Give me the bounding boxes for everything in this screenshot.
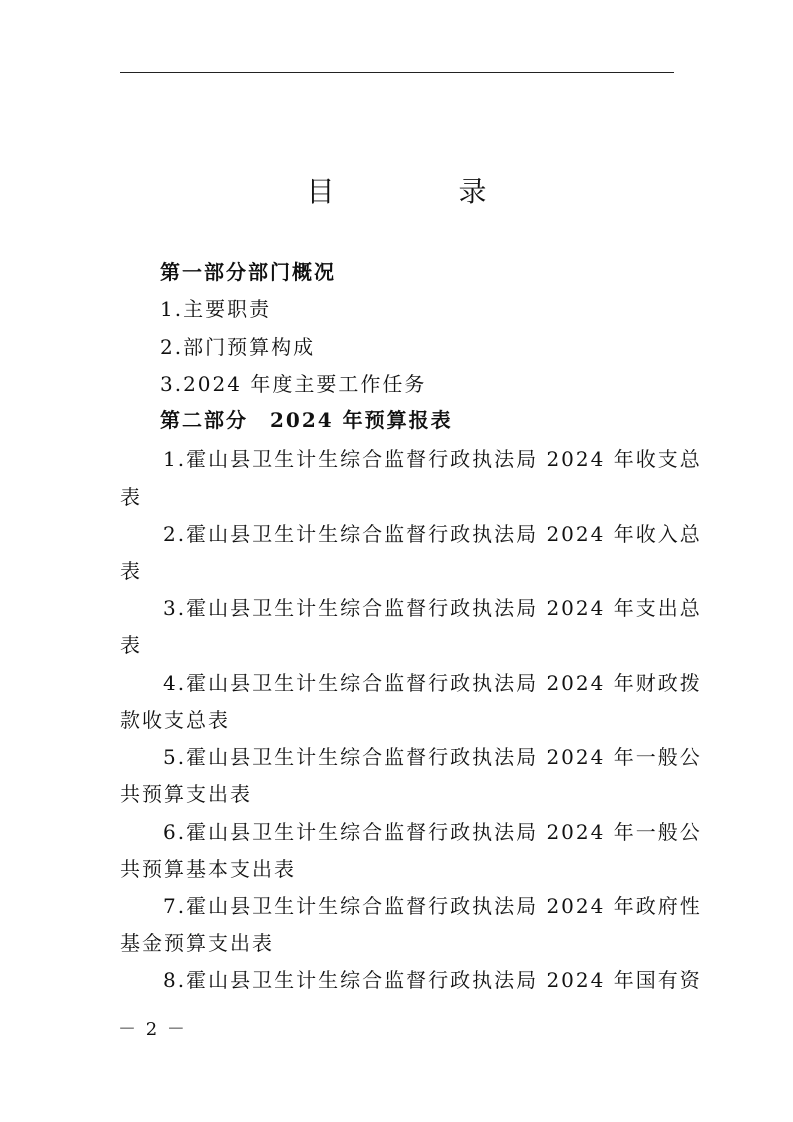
toc-item-part2-2: 2.霍山县卫生计生综合监督行政执法局 2024 年收入总 [163, 522, 702, 546]
toc-item-part1-3: 3.2024 年度主要工作任务 [160, 372, 427, 396]
page-number: － 2 － [118, 1019, 187, 1040]
toc-item-part2-3-cont: 表 [120, 633, 142, 657]
toc-item-part2-4: 4.霍山县卫生计生综合监督行政执法局 2024 年财政拨 [163, 671, 702, 695]
header-rule [120, 72, 674, 73]
toc-item-part2-6: 6.霍山县卫生计生综合监督行政执法局 2024 年一般公 [163, 820, 702, 844]
toc-item-part2-6-cont: 共预算基本支出表 [120, 857, 296, 881]
part1-heading: 第一部分部门概况 [160, 260, 336, 284]
toc-item-part2-3: 3.霍山县卫生计生综合监督行政执法局 2024 年支出总 [163, 596, 702, 620]
toc-item-part2-5: 5.霍山县卫生计生综合监督行政执法局 2024 年一般公 [163, 745, 702, 769]
toc-item-part2-7: 7.霍山县卫生计生综合监督行政执法局 2024 年政府性 [163, 894, 702, 918]
toc-item-part2-1-cont: 表 [120, 485, 142, 509]
toc-title: 目 录 [306, 175, 535, 208]
toc-item-part1-1: 1.主要职责 [160, 297, 272, 321]
toc-item-part2-2-cont: 表 [120, 559, 142, 583]
toc-item-part2-5-cont: 共预算支出表 [120, 782, 252, 806]
toc-item-part2-8: 8.霍山县卫生计生综合监督行政执法局 2024 年国有资 [163, 968, 702, 992]
part2-heading: 第二部分 2024 年预算报表 [160, 408, 453, 432]
toc-item-part2-4-cont: 款收支总表 [120, 708, 230, 732]
toc-item-part1-2: 2.部门预算构成 [160, 335, 316, 359]
toc-item-part2-7-cont: 基金预算支出表 [120, 931, 274, 955]
toc-item-part2-1: 1.霍山县卫生计生综合监督行政执法局 2024 年收支总 [163, 447, 702, 471]
